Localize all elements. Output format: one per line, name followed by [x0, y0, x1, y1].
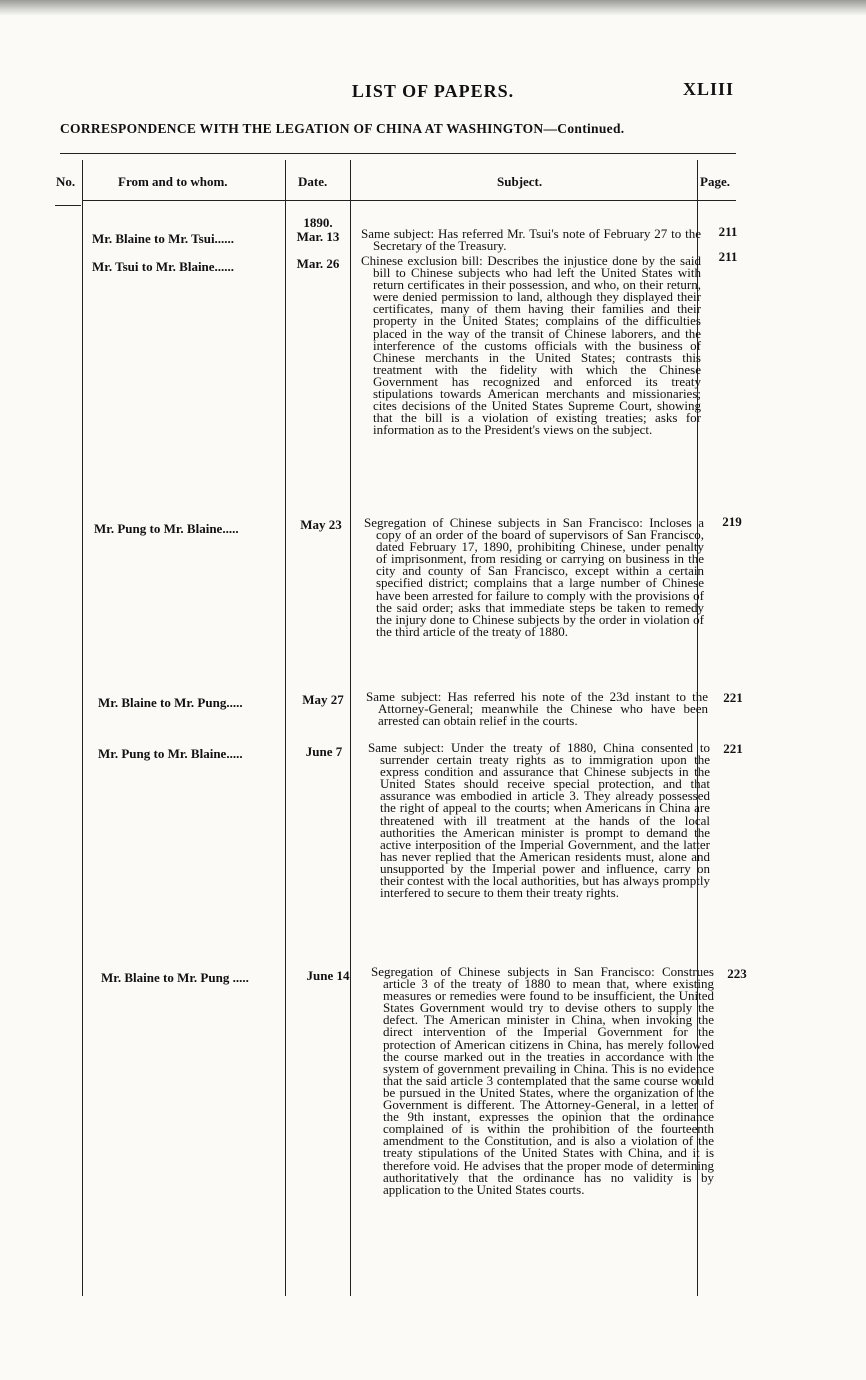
row-page: 219 [722, 514, 742, 529]
row-page: 211 [718, 249, 738, 264]
year-label: 1890. [303, 215, 333, 230]
row-date: June 7 [305, 744, 343, 759]
table-top-rule [60, 153, 736, 154]
row-date: June 14 [306, 968, 350, 983]
row-subject: Segregation of Chinese subjects in San Francisco: Incloses a copy of an order of the board of supervisors of San Francisco, dated February 17, 1890, prohibiting Chinese, under penalty of imprisonment, from residing or carrying on business in the city and county of San Francisco, except within a certain specified district; complains that a large number of Chinese have been arrested for failure to comply with the provisions of the said order; asks that immediate steps be taken to remedy the injury done to Chinese subjects by the order in violation of the third article of the treaty of 1880. [364, 515, 704, 639]
row-date: Mar. 13 [296, 229, 340, 244]
row-from-to: Mr. Blaine to Mr. Tsui...... [92, 231, 235, 246]
row-from-to: Mr. Pung to Mr. Blaine..... [94, 521, 239, 536]
row-page: 221 [723, 690, 743, 705]
header-bottom-rule [82, 200, 736, 201]
section-heading: CORRESPONDENCE WITH THE LEGATION OF CHINA AT WASHINGTON—Continued. [60, 121, 625, 136]
page-number: XLIII [683, 79, 735, 99]
row-subject: Chinese exclusion bill: Describes the injustice done by the said bill to Chinese subjects who had left the United States with return certificates in their possession, and who, on their return, were denied permission to land, although they displayed their certificates, many of them having their families and their property in the United States; complains of the difficulties placed in the way of the transit of Chinese laborers, and the interference of the customs officials with the business of Chinese merchants in the United States; contrasts this treatment with the fidelity with which the Chinese Government has recognized and enforced its treaty stipulations towards American merchants and missionaries; cites decisions of the United States Supreme Court, showing that the bill is a violation of existing treaties; asks for information as to the President's views on the subject. [361, 253, 701, 438]
row-from-to: Mr. Tsui to Mr. Blaine...... [92, 259, 235, 274]
header-date: Date. [298, 174, 328, 189]
header-no: No. [56, 174, 76, 189]
row-subject: Same subject: Has referred his note of the 23d instant to the Attorney-General; meanwhile the Chinese who have been arrested can obtain relief in the courts. [366, 689, 708, 729]
header-bottom-rule-left [55, 205, 81, 206]
row-subject: Same subject: Under the treaty of 1880, China consented to surrender certain treaty rights as to immigration upon the express condition and assurance that Chinese subjects in the United States should receive special protection, and that assurance was embodied in article 3. They already possessed the right of appeal to the courts; when Americans in China are threatened with ill treatment at the hands of the local authorities the American minister is prompt to demand the active interposition of the Imperial Government, and the latter has never replied that the American residents must, alone and unsupported by the Imperial power and influence, carry on their contest with the local authorities, but has always promptly interfered to secure to them their treaty rights. [368, 740, 710, 901]
row-from-to: Mr. Blaine to Mr. Pung..... [98, 695, 243, 710]
column-divider-from [285, 160, 286, 1296]
header-subject: Subject. [497, 174, 543, 189]
row-date: May 23 [300, 517, 342, 532]
row-page: 223 [727, 966, 747, 981]
row-page: 221 [723, 741, 743, 756]
column-divider-date [350, 160, 351, 1296]
header-from-to: From and to whom. [118, 174, 228, 189]
row-subject: Segregation of Chinese subjects in San Francisco: Construes article 3 of the treaty of 1880 to mean that, where existing measures or remedies were found to be insufficient, the United States Government would try to devise others to supply the defect. The American minister in China, when invoking the direct intervention of the Imperial Government for the protection of American citizens in China, has merely followed the course marked out in the treaties in accordance with the system of government prevailing in China. This is no evidence that the said article 3 contemplated that the same course would be pursued in the United States, where the organization of the Government is different. The Attorney-General, in a letter of the 9th instant, expresses the opinion that the ordinance complained of is within the prohibition of the fourteenth amendment to the Constitution, and is also a violation of the treaty stipulations of the United States with China, and it is therefore void. He advises that the proper mode of determining authoritatively that the ordinance has no validity is by application to the United States courts. [371, 964, 714, 1197]
header-page: Page. [700, 174, 730, 189]
row-from-to: Mr. Blaine to Mr. Pung ..... [101, 970, 249, 985]
column-divider-no [82, 160, 83, 1296]
row-from-to: Mr. Pung to Mr. Blaine..... [98, 746, 243, 761]
page-title: LIST OF PAPERS. [351, 81, 515, 101]
scan-top-edge [0, 0, 866, 16]
row-date: Mar. 26 [296, 256, 340, 271]
row-date: May 27 [302, 692, 344, 707]
row-subject: Same subject: Has referred Mr. Tsui's note of February 27 to the Secretary of the Treasury. [361, 226, 701, 254]
row-page: 211 [718, 224, 738, 239]
